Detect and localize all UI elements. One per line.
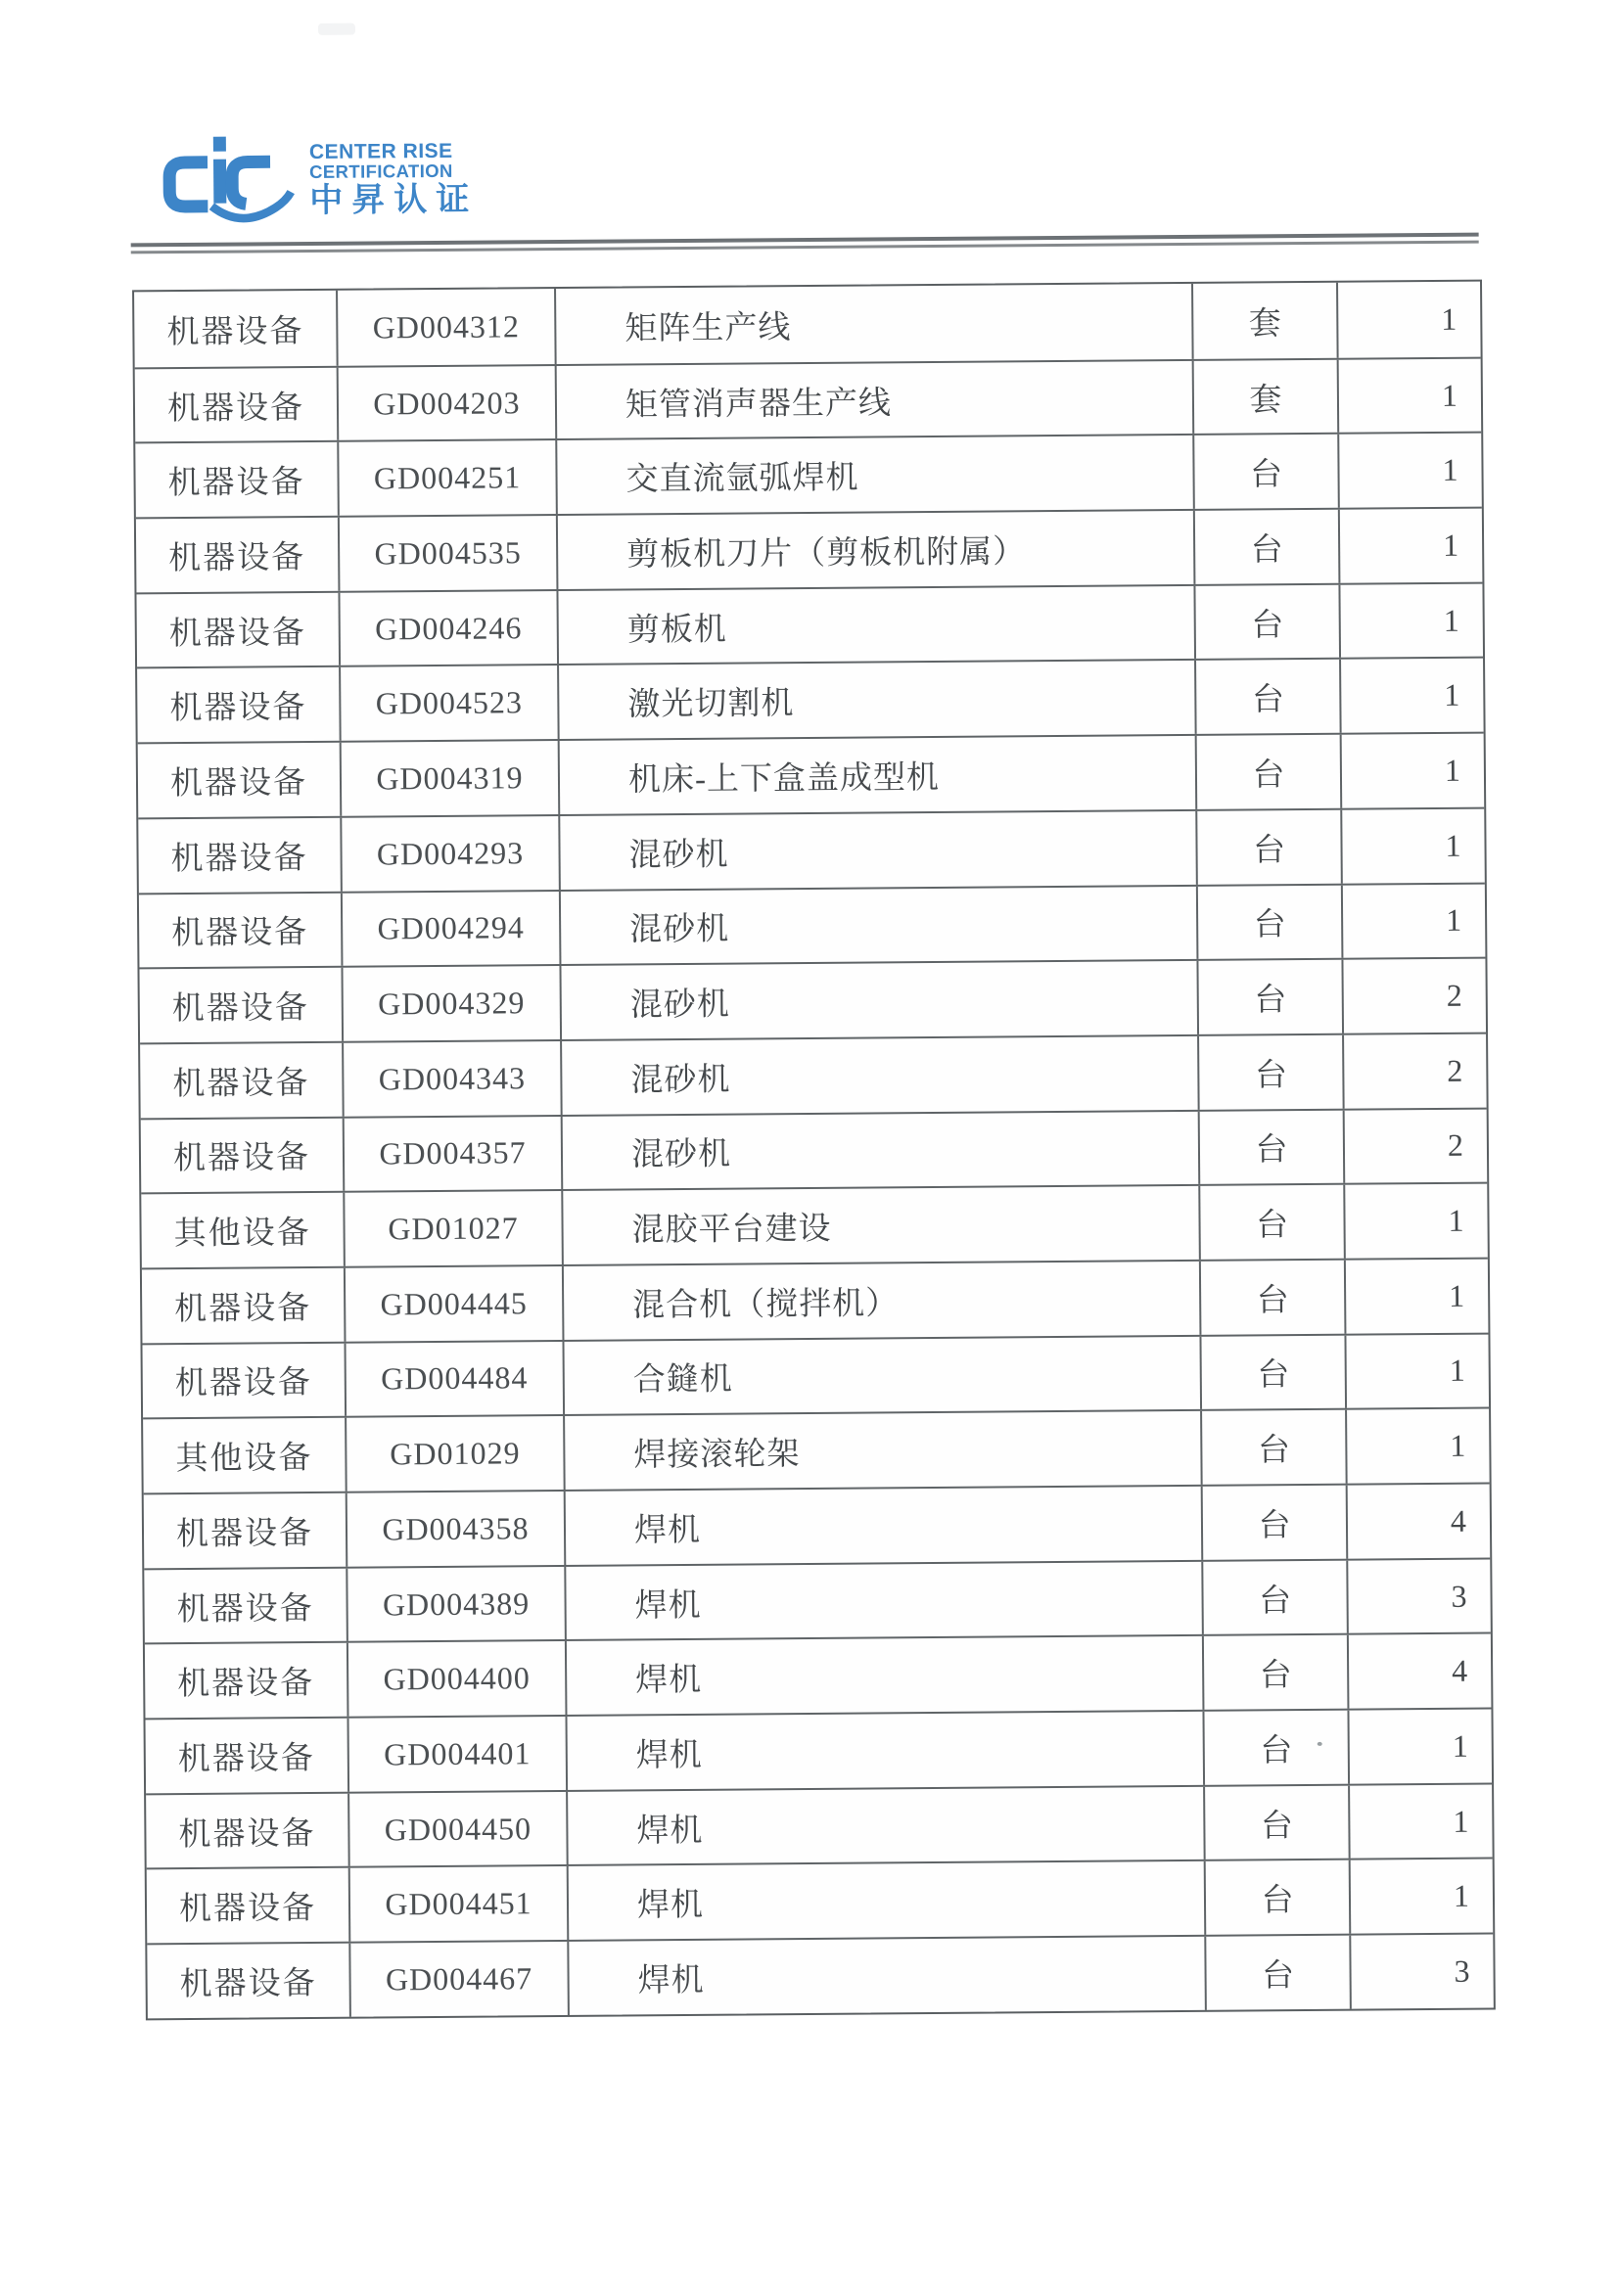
table-row [145,1708,1492,1793]
scan-speck [1318,1742,1322,1746]
quantity-cell: 1 [1341,884,1486,958]
name-cell: 矩阵生产线 [554,284,1192,364]
name-cell: 焊接滚轮架 [563,1411,1201,1490]
table-row [145,1632,1492,1718]
name-cell: 混砂机 [559,886,1197,964]
category-cell: 机器设备 [176,1590,314,1628]
quantity-cell: 2 [1341,959,1486,1033]
category-cell: 机器设备 [170,840,308,877]
unit-cell: 台 [1199,1261,1345,1335]
quantity-cell: 1 [1344,1260,1489,1334]
quantity-cell: 2 [1343,1109,1488,1183]
table-row [142,1332,1489,1417]
quantity-cell: 1 [1349,1860,1494,1934]
table-row [144,1557,1491,1642]
name-cell: 混合机（搅拌机） [562,1262,1200,1340]
quantity-cell: 4 [1347,1634,1492,1709]
quantity-cell: 1 [1345,1409,1490,1484]
category-cell: 机器设备 [167,465,305,502]
unit-cell: 台 [1202,1635,1348,1710]
category-cell: 机器设备 [171,990,309,1028]
quantity-cell: 1 [1336,282,1481,358]
unit-cell: 台 [1201,1486,1347,1560]
logo [153,128,479,231]
table-row [141,1182,1488,1267]
table-row [136,507,1483,592]
code-cell: GD01029 [345,1416,564,1491]
table-row [138,806,1485,892]
table-row [141,1107,1488,1192]
table-row [147,1933,1494,2018]
category-cell: 机器设备 [179,1965,317,2003]
category-cell: 机器设备 [177,1740,315,1777]
category-cell: 机器设备 [166,390,305,427]
logo-line-english-1: CENTER RISE [308,139,453,163]
name-cell: 矩管消声器生产线 [555,361,1193,439]
name-cell: 混砂机 [559,961,1197,1039]
code-cell: GD004484 [344,1342,563,1416]
unit-cell: 台 [1198,1110,1344,1184]
quantity-cell: 4 [1346,1485,1491,1559]
name-cell: 机床-上下盒盖成型机 [558,736,1196,814]
name-cell: 焊机 [565,1636,1203,1715]
unit-cell: 套 [1192,359,1338,434]
unit-cell: 台 [1201,1560,1347,1634]
name-cell: 混砂机 [561,1111,1199,1189]
quantity-cell: 1 [1338,509,1483,583]
table-row [144,1483,1491,1568]
unit-cell: 台 [1202,1711,1348,1785]
code-cell: GD004467 [348,1942,568,2016]
quantity-cell: 1 [1338,583,1483,658]
table-row [146,1782,1493,1867]
name-cell: 焊机 [566,1787,1204,1865]
quantity-cell: 1 [1337,434,1482,508]
unit-cell: 套 [1191,283,1337,359]
table-row [135,356,1482,441]
logo-line-english-2: CERTIFICATION [309,160,453,182]
category-cell: 机器设备 [178,1891,317,1928]
table-row [136,581,1483,666]
code-cell: GD004343 [342,1041,561,1116]
code-cell: GD004319 [340,741,559,815]
quantity-cell: 1 [1343,1184,1488,1259]
table-row [138,732,1485,817]
unit-cell: 台 [1196,960,1342,1034]
quantity-cell: 2 [1342,1033,1487,1108]
unit-cell: 台 [1199,1335,1345,1409]
code-cell: GD004389 [346,1567,565,1641]
category-cell: 机器设备 [175,1515,314,1552]
category-cell: 机器设备 [174,1365,312,1402]
name-cell: 焊机 [564,1562,1202,1640]
name-cell: 剪板机 [556,586,1194,665]
name-cell: 剪板机刀片（剪板机附属） [556,511,1194,589]
category-cell: 机器设备 [172,1140,311,1177]
table-row [139,957,1486,1042]
quantity-cell: 1 [1337,358,1482,433]
unit-cell: 台 [1192,435,1338,509]
category-cell: 其他设备 [173,1216,311,1253]
equipment-table [132,280,1496,2021]
unit-cell: 台 [1203,1785,1349,1860]
unit-cell: 台 [1204,1936,1350,2010]
table-row [134,282,1481,367]
name-cell: 焊机 [564,1487,1202,1565]
table-row [137,657,1484,742]
category-cell: 机器设备 [174,1290,312,1327]
quantity-cell: 1 [1344,1334,1489,1408]
code-cell: GD004246 [338,591,557,666]
table-row [140,1032,1487,1117]
quantity-cell: 1 [1339,659,1484,733]
logo-text [308,139,479,220]
unit-cell: 台 [1204,1860,1350,1935]
unit-cell: 台 [1193,584,1339,659]
code-cell: GD004445 [344,1266,563,1341]
code-cell: GD004357 [343,1117,562,1191]
unit-cell: 台 [1194,660,1340,734]
category-cell: 机器设备 [169,764,308,803]
code-cell: GD004535 [338,516,557,590]
quantity-cell: 3 [1349,1935,1494,2009]
category-cell: 机器设备 [168,539,306,577]
code-cell: GD004312 [336,289,555,365]
category-cell: 机器设备 [166,313,304,350]
category-cell: 机器设备 [169,690,307,727]
name-cell: 焊机 [565,1712,1203,1790]
unit-cell: 台 [1196,885,1342,959]
code-cell: GD004251 [337,440,556,515]
table-row [143,1407,1490,1492]
table-row [139,882,1486,967]
code-cell: GD004293 [340,816,559,891]
code-cell: GD004451 [348,1866,568,1941]
category-cell: 机器设备 [168,615,306,652]
equipment-table-body [134,282,1494,2019]
unit-cell: 台 [1195,810,1341,885]
code-cell: GD004523 [339,666,558,740]
unit-cell: 台 [1198,1185,1344,1260]
name-cell: 混砂机 [558,811,1196,890]
crc-logo-icon [153,129,301,230]
category-cell: 机器设备 [172,1065,310,1102]
unit-cell: 台 [1195,735,1341,809]
table-row [135,432,1482,517]
name-cell: 合鏠机 [562,1337,1200,1415]
logo-line-chinese: 中昇认证 [309,181,479,219]
category-cell: 机器设备 [178,1815,316,1853]
table-row [142,1258,1489,1343]
unit-cell: 台 [1193,510,1339,584]
header-divider [131,233,1479,254]
code-cell: GD004450 [347,1792,567,1866]
name-cell: 混胶平台建设 [561,1186,1199,1264]
category-cell: 机器设备 [177,1666,315,1703]
unit-cell: 台 [1200,1410,1346,1485]
code-cell: GD01027 [343,1191,562,1265]
quantity-cell: 1 [1348,1784,1493,1859]
unit-cell: 台 [1197,1035,1343,1110]
code-cell: GD004400 [347,1641,566,1716]
code-cell: GD004401 [347,1717,567,1791]
table-row [147,1858,1494,1943]
name-cell: 激光切割机 [557,661,1195,739]
name-cell: 交直流氩弧焊机 [555,436,1193,514]
name-cell: 焊机 [567,1937,1205,2015]
scan-smudge [318,23,355,35]
name-cell: 焊机 [567,1861,1205,1940]
quantity-cell: 3 [1346,1559,1491,1633]
name-cell: 混砂机 [560,1036,1198,1115]
code-cell: GD004329 [341,966,560,1040]
quantity-cell: 1 [1340,734,1485,808]
category-cell: 机器设备 [171,915,309,952]
quantity-cell: 1 [1347,1710,1492,1784]
quantity-cell: 1 [1340,808,1485,883]
code-cell: GD004358 [346,1492,565,1566]
code-cell: GD004203 [337,366,556,440]
code-cell: GD004294 [341,892,560,966]
category-cell: 其他设备 [175,1441,313,1478]
